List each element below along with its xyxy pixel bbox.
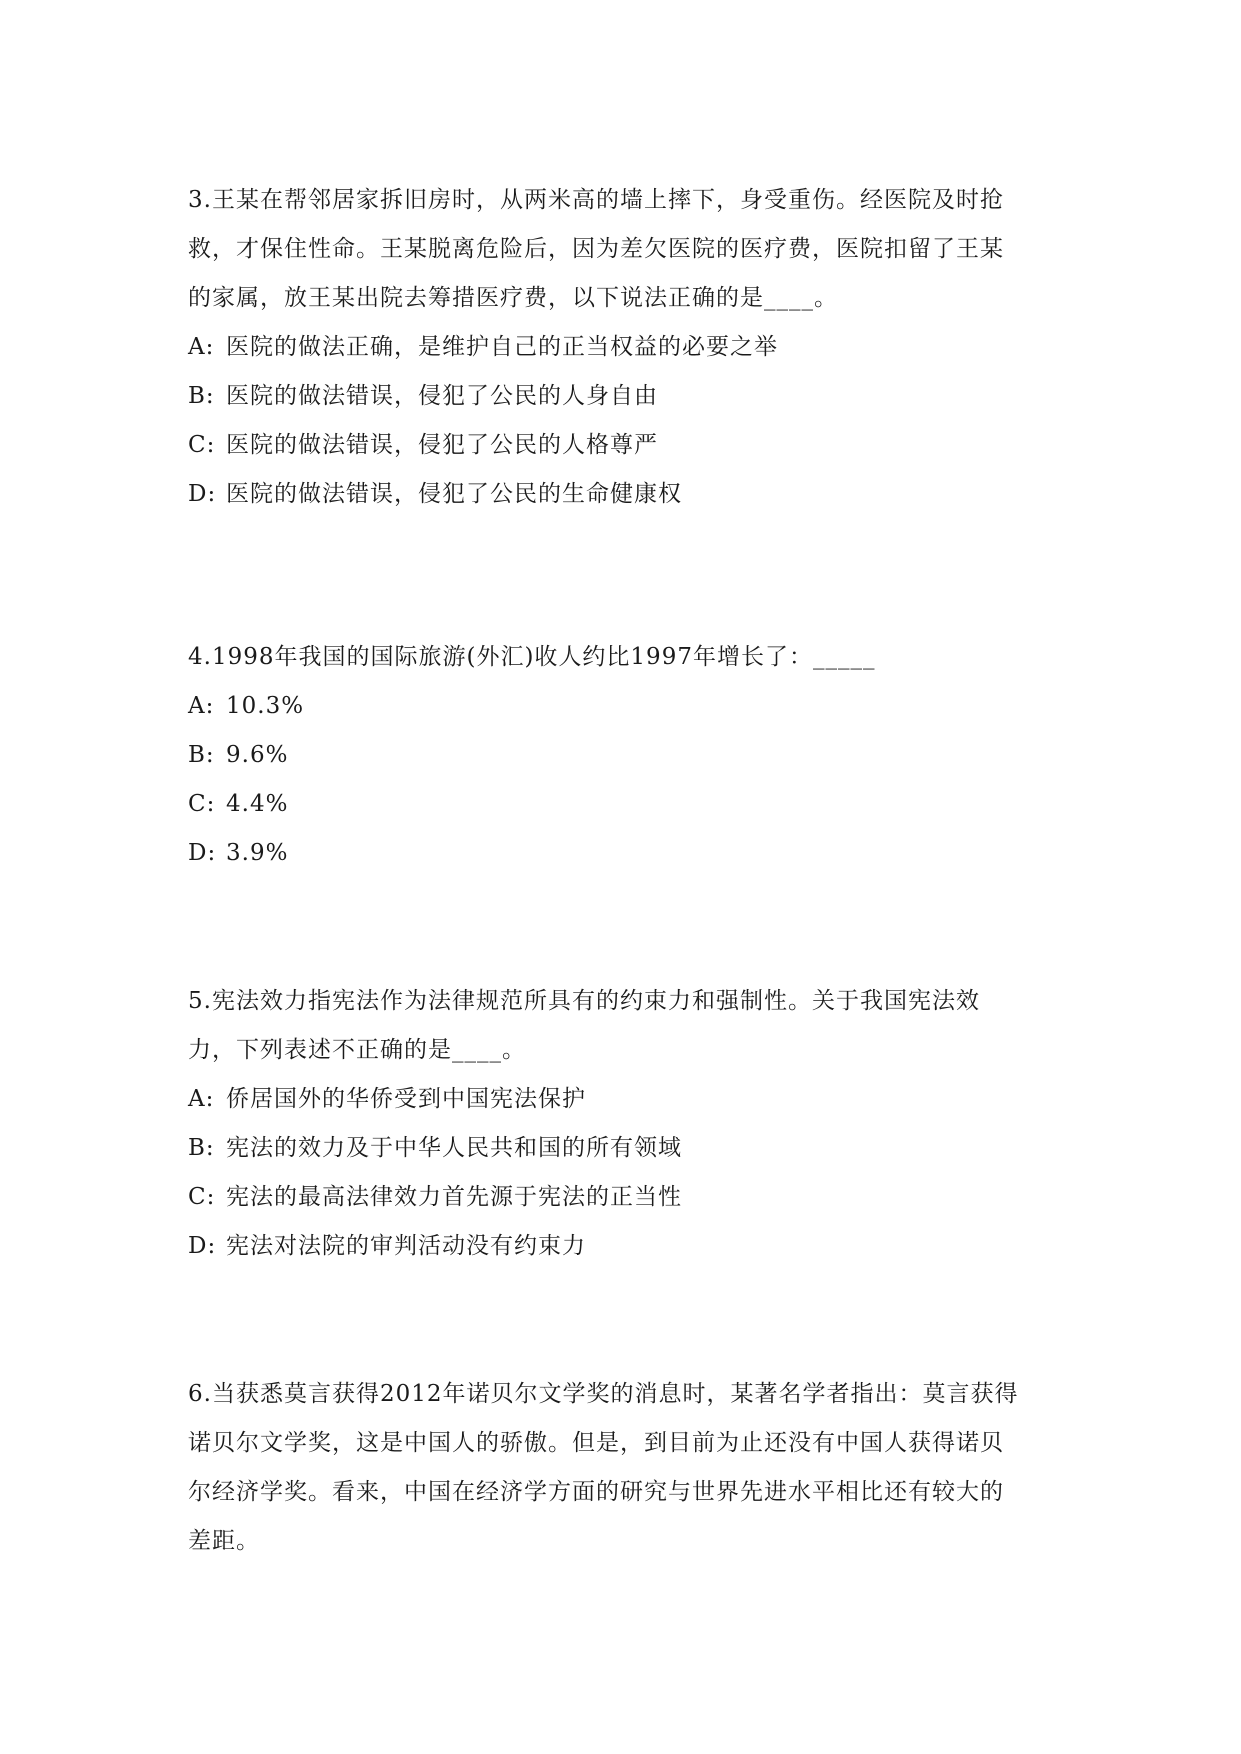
option-text: 宪法的效力及于中华人民共和国的所有领域 xyxy=(226,1135,682,1161)
option-label: B: xyxy=(188,383,215,409)
option-label: A: xyxy=(188,1086,215,1112)
option-a xyxy=(188,692,1058,720)
option-label: D: xyxy=(188,840,217,866)
question-stem-line: 的家属，放王某出院去筹措医疗费，以下说法正确的是____。 xyxy=(188,285,838,311)
option-text: 医院的做法正确，是维护自己的正当权益的必要之举 xyxy=(226,334,778,360)
option-label: A: xyxy=(188,693,215,719)
question-stem-line: 力，下列表述不正确的是____。 xyxy=(188,1037,526,1063)
option-d xyxy=(188,480,1058,508)
option-a xyxy=(188,333,1058,361)
option-b xyxy=(188,382,1058,410)
option-c xyxy=(188,790,1058,818)
option-d xyxy=(188,1232,1058,1260)
option-b xyxy=(188,1134,1058,1162)
option-label: C: xyxy=(188,791,216,817)
question-stem-line: 5.宪法效力指宪法作为法律规范所具有的约束力和强制性。关于我国宪法效 xyxy=(188,988,980,1014)
option-text: 10.3% xyxy=(226,693,305,719)
option-text: 3.9% xyxy=(226,840,289,866)
question-stem-line: 6.当获悉莫言获得2012年诺贝尔文学奖的消息时，某著名学者指出：莫言获得 xyxy=(188,1381,1019,1407)
option-text: 宪法的最高法律效力首先源于宪法的正当性 xyxy=(226,1184,682,1210)
question-4 xyxy=(188,643,1058,888)
question-3 xyxy=(188,186,1058,529)
option-text: 医院的做法错误，侵犯了公民的人身自由 xyxy=(226,383,658,409)
question-stem-line: 诺贝尔文学奖，这是中国人的骄傲。但是，到目前为止还没有中国人获得诺贝 xyxy=(188,1430,1004,1456)
option-text: 宪法对法院的审判活动没有约束力 xyxy=(226,1233,586,1259)
question-stem-line: 4.1998年我国的国际旅游(外汇)收人约比1997年增长了：_____ xyxy=(188,644,876,670)
option-text: 9.6% xyxy=(226,742,289,768)
option-label: B: xyxy=(188,742,215,768)
option-text: 医院的做法错误，侵犯了公民的人格尊严 xyxy=(226,432,658,458)
option-label: C: xyxy=(188,1184,216,1210)
option-d xyxy=(188,839,1058,867)
question-stem-line: 尔经济学奖。看来，中国在经济学方面的研究与世界先进水平相比还有较大的 xyxy=(188,1479,1004,1505)
option-text: 侨居国外的华侨受到中国宪法保护 xyxy=(226,1086,586,1112)
question-stem-line: 差距。 xyxy=(188,1528,260,1554)
option-text: 4.4% xyxy=(226,791,289,817)
option-label: C: xyxy=(188,432,216,458)
question-stem-line: 3.王某在帮邻居家拆旧房时，从两米高的墙上摔下，身受重伤。经医院及时抢 xyxy=(188,187,1004,213)
option-label: D: xyxy=(188,481,217,507)
question-5 xyxy=(188,987,1058,1281)
question-stem-line: 救，才保住性命。王某脱离危险后，因为差欠医院的医疗费，医院扣留了王某 xyxy=(188,236,1004,262)
option-c xyxy=(188,431,1058,459)
option-c xyxy=(188,1183,1058,1211)
option-label: B: xyxy=(188,1135,215,1161)
option-label: A: xyxy=(188,334,215,360)
option-label: D: xyxy=(188,1233,217,1259)
option-b xyxy=(188,741,1058,769)
question-6 xyxy=(188,1380,1058,1576)
option-a xyxy=(188,1085,1058,1113)
option-text: 医院的做法错误，侵犯了公民的生命健康权 xyxy=(226,481,682,507)
